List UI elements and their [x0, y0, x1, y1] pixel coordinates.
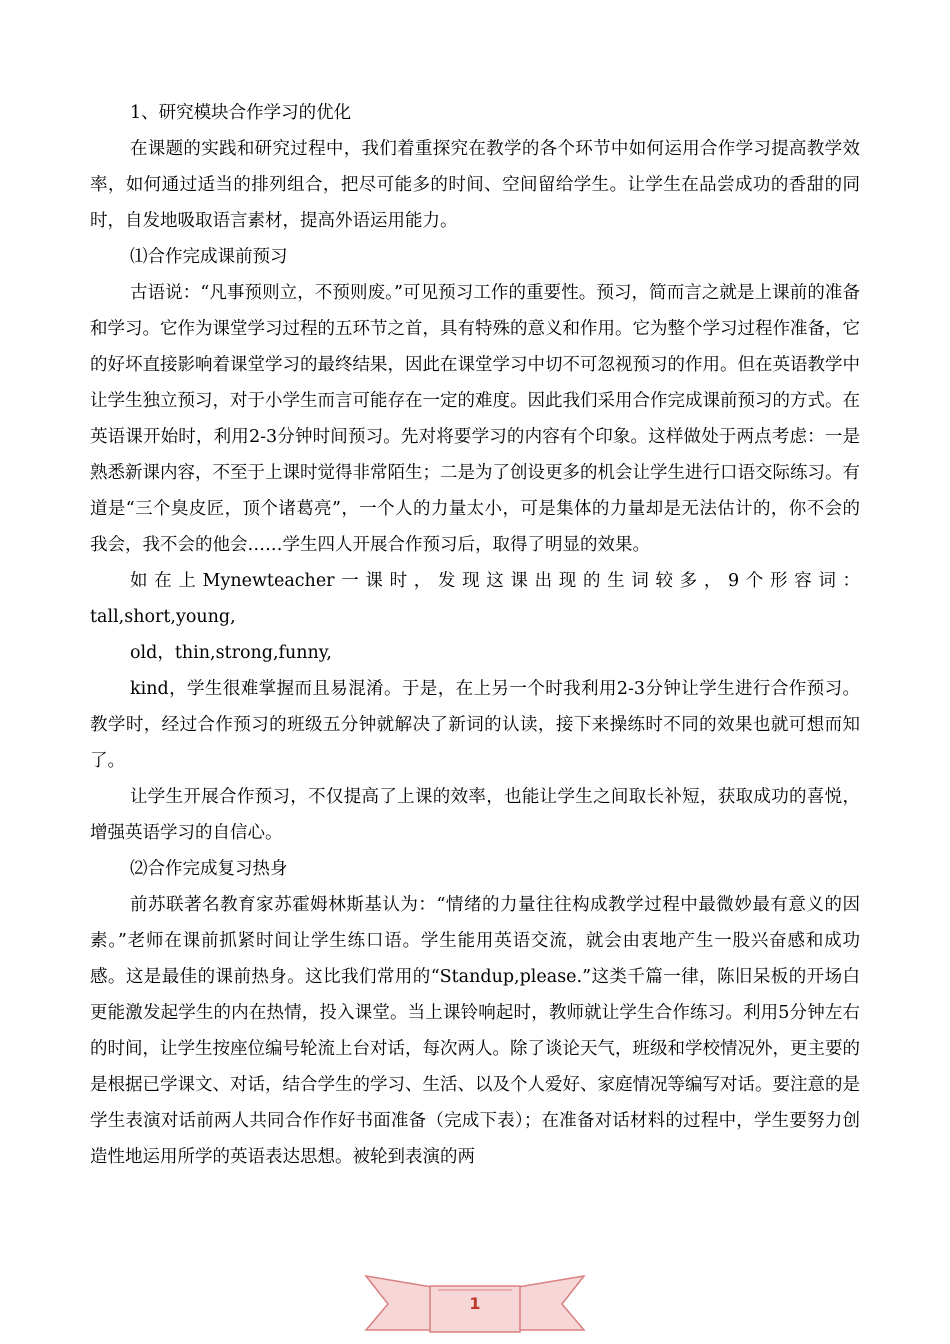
vocabulary-line-1: tall,short,young,	[90, 607, 236, 627]
page-footer	[360, 1268, 590, 1338]
vocabulary-line-2: old，thin,strong,funny,	[130, 643, 332, 663]
subsection-1-paragraph-2: kind，学生很难掌握而且易混淆。于是，在上另一个时我利用2-3分钟让学生进行合作预习。教学时，经过合作预习的班级五分钟就解决了新词的认读，接下来操练时不同的效果也就可想而知了。	[90, 679, 860, 771]
subsection-1-paragraph-3: 让学生开展合作预习，不仅提高了上课的效率，也能让学生之间取长补短，获取成功的喜悦，增强英语学习的自信心。	[90, 787, 860, 843]
subsection-1-paragraph-1: 古语说：“凡事预则立，不预则废。”可见预习工作的重要性。预习，简而言之就是上课前的准备和学习。它作为课堂学习过程的五环节之首，具有特殊的意义和作用。它为整个学习过程作准备，它的好坏直接影响着课堂学习的最终结果，因此在课堂学习中切不可忽视预习的作用。但在英语教学中让学生独立预习，对于小学生而言可能存在一定的难度。因此我们采用合作完成课前预习的方式。在英语课开始时，利用2-3分钟时间预习。先对将要学习的内容有个印象。这样做处于两点考虑：一是熟悉新课内容，不至于上课时觉得非常陌生；二是为了创设更多的机会让学生进行口语交际练习。有道是“三个臭皮匠，顶个诸葛亮”，一个人的力量太小，可是集体的力量却是无法估计的，你不会的我会，我不会的他会……学生四人开展合作预习后，取得了明显的效果。	[90, 283, 860, 555]
page-number: 1	[469, 1294, 481, 1313]
document-body	[90, 95, 860, 1175]
section-title: 1、研究模块合作学习的优化	[130, 103, 352, 123]
subsection-1-title: ⑴合作完成课前预习	[130, 247, 288, 267]
vocabulary-intro-line: 如在上Mynewteacher一课时，发现这课出现的生词较多，9个形容词：	[130, 571, 860, 591]
subsection-2-title: ⑵合作完成复习热身	[130, 859, 288, 879]
intro-paragraph: 在课题的实践和研究过程中，我们着重探究在教学的各个环节中如何运用合作学习提高教学效率，如何通过适当的排列组合，把尽可能多的时间、空间留给学生。让学生在品尝成功的香甜的同时，自发地吸取语言素材，提高外语运用能力。	[90, 139, 860, 231]
subsection-2-paragraph-1: 前苏联著名教育家苏霍姆林斯基认为：“情绪的力量往往构成教学过程中最微妙最有意义的因素。”老师在课前抓紧时间让学生练口语。学生能用英语交流，就会由衷地产生一股兴奋感和成功感。这是最佳的课前热身。这比我们常用的“Standup,please.”这类千篇一律，陈旧呆板的开场白更能激发起学生的内在热情，投入课堂。当上课铃响起时，教师就让学生合作练习。利用5分钟左右的时间，让学生按座位编号轮流上台对话，每次两人。除了谈论天气，班级和学校情况外，更主要的是根据已学课文、对话，结合学生的学习、生活、以及个人爱好、家庭情况等编写对话。要注意的是学生表演对话前两人共同合作作好书面准备（完成下表）；在准备对话材料的过程中，学生要努力创造性地运用所学的英语表达思想。被轮到表演的两	[90, 895, 860, 1167]
